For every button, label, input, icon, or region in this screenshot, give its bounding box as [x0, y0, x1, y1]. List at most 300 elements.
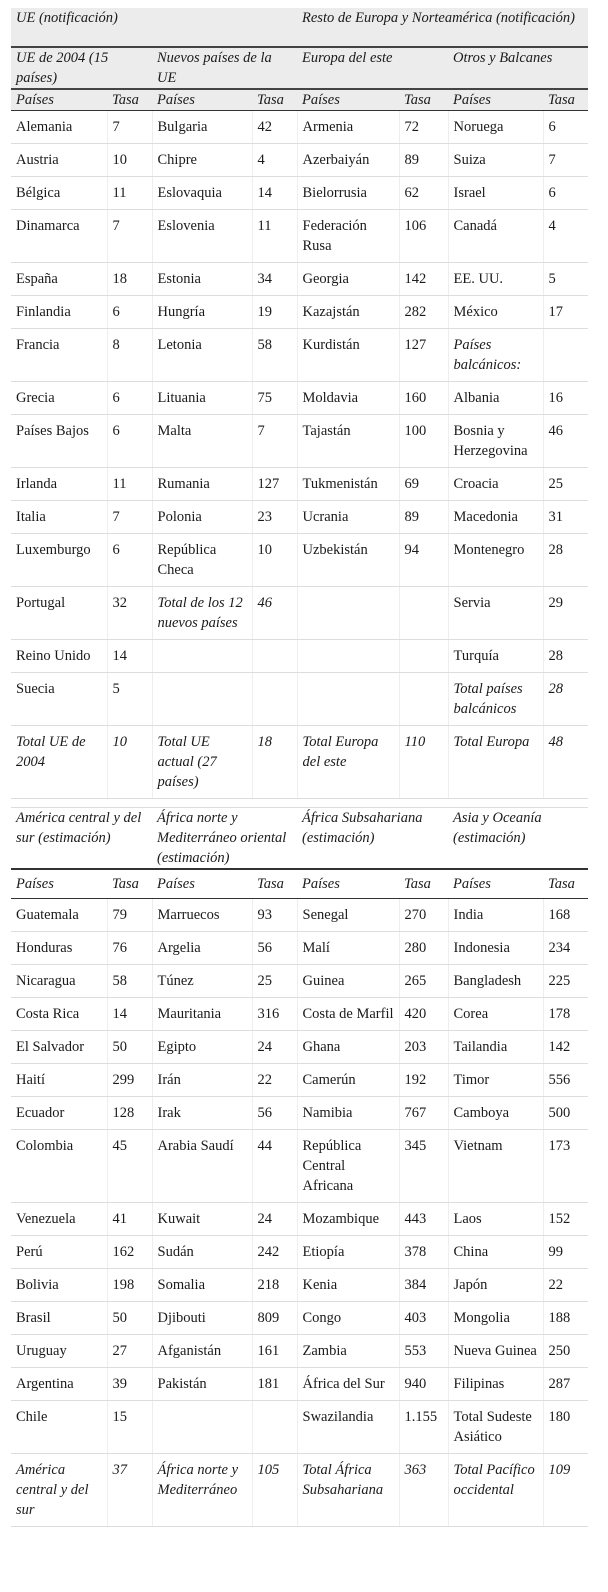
country-cell: Malta [152, 415, 252, 468]
rate-cell: 105 [252, 1454, 297, 1527]
country-cell [152, 640, 252, 673]
rate-cell: 940 [399, 1368, 448, 1401]
country-cell: Chipre [152, 144, 252, 177]
country-cell [152, 673, 252, 726]
table-row [11, 998, 588, 1031]
col-header-country: Países [297, 89, 399, 111]
rate-cell: 76 [107, 932, 152, 965]
rate-cell: 50 [107, 1302, 152, 1335]
rate-cell [252, 1401, 297, 1454]
group-header-row [11, 8, 588, 47]
table-row [11, 1335, 588, 1368]
rate-cell: 188 [543, 1302, 588, 1335]
rate-cell: 16 [543, 382, 588, 415]
country-cell: Total Sudeste Asiático [448, 1401, 543, 1454]
rate-cell: 198 [107, 1269, 152, 1302]
country-cell: Argentina [11, 1368, 107, 1401]
rate-cell: 127 [399, 329, 448, 382]
rate-cell: 6 [107, 534, 152, 587]
subgroup-este-header: Europa del este [297, 47, 448, 89]
country-cell: El Salvador [11, 1031, 107, 1064]
rate-cell: 420 [399, 998, 448, 1031]
table-row [11, 932, 588, 965]
country-cell: Ghana [297, 1031, 399, 1064]
rate-cell: 106 [399, 210, 448, 263]
country-cell: Timor [448, 1064, 543, 1097]
table-row [11, 111, 588, 144]
col-header-country: Países [152, 869, 252, 899]
table-row [11, 1203, 588, 1236]
col-header-country: Países [448, 89, 543, 111]
rate-cell: 41 [107, 1203, 152, 1236]
col-header-country: Países [152, 89, 252, 111]
rate-cell: 5 [543, 263, 588, 296]
table-row [11, 501, 588, 534]
rate-cell: 6 [107, 296, 152, 329]
country-cell: Ecuador [11, 1097, 107, 1130]
country-cell: Tajastán [297, 415, 399, 468]
rate-cell: 39 [107, 1368, 152, 1401]
country-cell [297, 587, 399, 640]
country-cell: Costa de Marfil [297, 998, 399, 1031]
rate-cell: 46 [543, 415, 588, 468]
table-row [11, 1130, 588, 1203]
country-cell: Total de los 12 nuevos países [152, 587, 252, 640]
country-cell: Haití [11, 1064, 107, 1097]
country-cell: Túnez [152, 965, 252, 998]
rate-cell: 24 [252, 1203, 297, 1236]
col-header-rate: Tasa [252, 89, 297, 111]
rate-cell: 265 [399, 965, 448, 998]
rate-cell: 161 [252, 1335, 297, 1368]
table-row [11, 296, 588, 329]
country-cell: Bangladesh [448, 965, 543, 998]
country-cell: Bulgaria [152, 111, 252, 144]
country-cell: Sudán [152, 1236, 252, 1269]
country-cell: Chile [11, 1401, 107, 1454]
section-america-header: América central y del sur (estimación) [16, 810, 142, 846]
rate-cell: 28 [543, 534, 588, 587]
country-cell: Uzbekistán [297, 534, 399, 587]
country-cell: Total Europa del este [297, 726, 399, 799]
country-cell: Eslovenia [152, 210, 252, 263]
country-cell: Somalia [152, 1269, 252, 1302]
rate-cell: 6 [107, 415, 152, 468]
rate-cell: 192 [399, 1064, 448, 1097]
rate-cell: 14 [107, 998, 152, 1031]
country-cell [297, 673, 399, 726]
country-cell: Turquía [448, 640, 543, 673]
rate-cell: 7 [107, 501, 152, 534]
country-cell: Kurdistán [297, 329, 399, 382]
rate-cell: 11 [107, 468, 152, 501]
country-cell: Alemania [11, 111, 107, 144]
rate-cell: 110 [399, 726, 448, 799]
rate-cell: 378 [399, 1236, 448, 1269]
country-cell: Finlandia [11, 296, 107, 329]
table-row [11, 1454, 588, 1527]
rate-cell: 142 [543, 1031, 588, 1064]
rate-cell: 29 [543, 587, 588, 640]
rate-cell: 58 [252, 329, 297, 382]
country-cell: Brasil [11, 1302, 107, 1335]
table-row [11, 1236, 588, 1269]
col-header-country: Países [11, 89, 107, 111]
rate-cell: 4 [543, 210, 588, 263]
rate-cell: 75 [252, 382, 297, 415]
country-cell: República Central Africana [297, 1130, 399, 1203]
country-cell: Portugal [11, 587, 107, 640]
rate-cell: 10 [107, 144, 152, 177]
rates-table [11, 8, 588, 1527]
country-cell: Georgia [297, 263, 399, 296]
rate-cell: 89 [399, 144, 448, 177]
subgroup-header-row [11, 47, 588, 89]
country-cell: Kuwait [152, 1203, 252, 1236]
col-header-country: Países [11, 869, 107, 899]
rate-cell: 28 [543, 640, 588, 673]
rate-cell: 18 [107, 263, 152, 296]
country-cell: España [11, 263, 107, 296]
rate-cell: 7 [107, 111, 152, 144]
table-row [11, 1031, 588, 1064]
rate-cell: 280 [399, 932, 448, 965]
country-cell: Rumania [152, 468, 252, 501]
rate-cell: 345 [399, 1130, 448, 1203]
rate-cell: 23 [252, 501, 297, 534]
rate-cell: 22 [252, 1064, 297, 1097]
rate-cell: 553 [399, 1335, 448, 1368]
country-cell: India [448, 899, 543, 932]
table-row [11, 329, 588, 382]
country-cell: Kenia [297, 1269, 399, 1302]
country-cell: Camerún [297, 1064, 399, 1097]
country-cell: Dinamarca [11, 210, 107, 263]
rate-cell: 316 [252, 998, 297, 1031]
rate-cell: 6 [543, 111, 588, 144]
table-row [11, 673, 588, 726]
rate-cell: 1.155 [399, 1401, 448, 1454]
country-cell: Servia [448, 587, 543, 640]
rate-cell: 6 [107, 382, 152, 415]
country-cell: Canadá [448, 210, 543, 263]
rate-cell: 443 [399, 1203, 448, 1236]
rate-cell: 203 [399, 1031, 448, 1064]
country-cell: Total Pacífico occidental [448, 1454, 543, 1527]
rate-cell: 34 [252, 263, 297, 296]
table-row [11, 415, 588, 468]
rate-cell: 173 [543, 1130, 588, 1203]
country-cell: Nueva Guinea [448, 1335, 543, 1368]
rate-cell: 8 [107, 329, 152, 382]
country-cell: Grecia [11, 382, 107, 415]
subgroup-ue2004-header: UE de 2004 (15 países) [11, 47, 152, 89]
country-cell: Federación Rusa [297, 210, 399, 263]
rate-cell: 24 [252, 1031, 297, 1064]
table-row [11, 1269, 588, 1302]
country-cell [297, 640, 399, 673]
country-cell: Estonia [152, 263, 252, 296]
country-cell: Total África Subsahariana [297, 1454, 399, 1527]
rate-cell: 403 [399, 1302, 448, 1335]
rate-cell: 10 [107, 726, 152, 799]
col-header-rate: Tasa [399, 89, 448, 111]
col-header-rate: Tasa [399, 869, 448, 899]
country-cell: Zambia [297, 1335, 399, 1368]
rate-cell: 7 [107, 210, 152, 263]
country-cell: Albania [448, 382, 543, 415]
rate-cell: 72 [399, 111, 448, 144]
country-cell: Nicaragua [11, 965, 107, 998]
rate-cell: 556 [543, 1064, 588, 1097]
rate-cell: 162 [107, 1236, 152, 1269]
rate-cell: 4 [252, 144, 297, 177]
country-cell: Total países balcánicos [448, 673, 543, 726]
country-cell: Francia [11, 329, 107, 382]
country-cell: Lituania [152, 382, 252, 415]
rate-cell [399, 673, 448, 726]
rate-cell: 56 [252, 932, 297, 965]
rate-cell: 32 [107, 587, 152, 640]
country-cell: Total Europa [448, 726, 543, 799]
rate-cell: 93 [252, 899, 297, 932]
country-cell: Perú [11, 1236, 107, 1269]
rate-cell: 45 [107, 1130, 152, 1203]
rate-cell: 79 [107, 899, 152, 932]
rate-cell: 234 [543, 932, 588, 965]
country-cell: Total UE actual (27 países) [152, 726, 252, 799]
table-row [11, 177, 588, 210]
country-cell: Mauritania [152, 998, 252, 1031]
rate-cell: 25 [543, 468, 588, 501]
country-cell: Arabia Saudí [152, 1130, 252, 1203]
col-header-country: Países [297, 869, 399, 899]
subgroup-nuevos-header: Nuevos países de la UE [152, 47, 297, 89]
country-cell: Namibia [297, 1097, 399, 1130]
country-cell: Moldavia [297, 382, 399, 415]
rate-cell: 242 [252, 1236, 297, 1269]
country-cell: Kazajstán [297, 296, 399, 329]
rate-cell: 767 [399, 1097, 448, 1130]
country-cell: Guinea [297, 965, 399, 998]
country-cell: Hungría [152, 296, 252, 329]
country-cell: Vietnam [448, 1130, 543, 1203]
country-cell: Senegal [297, 899, 399, 932]
group-ue-header: UE (notificación) [11, 8, 297, 47]
country-cell: Swazilandia [297, 1401, 399, 1454]
rate-cell: 18 [252, 726, 297, 799]
rate-cell: 178 [543, 998, 588, 1031]
table-row [11, 263, 588, 296]
table-row [11, 1302, 588, 1335]
rate-cell [399, 640, 448, 673]
col-header-rate: Tasa [543, 89, 588, 111]
country-cell: Etiopía [297, 1236, 399, 1269]
table-row [11, 1064, 588, 1097]
country-cell: Bolivia [11, 1269, 107, 1302]
country-cell: Mongolia [448, 1302, 543, 1335]
country-cell: Italia [11, 501, 107, 534]
rate-cell: 384 [399, 1269, 448, 1302]
country-cell: Guatemala [11, 899, 107, 932]
rate-cell: 127 [252, 468, 297, 501]
country-cell: China [448, 1236, 543, 1269]
rate-cell: 15 [107, 1401, 152, 1454]
rate-cell: 160 [399, 382, 448, 415]
country-cell: México [448, 296, 543, 329]
rate-cell: 28 [543, 673, 588, 726]
country-cell: Djibouti [152, 1302, 252, 1335]
country-cell: Armenia [297, 111, 399, 144]
country-cell: Suiza [448, 144, 543, 177]
country-cell: Mozambique [297, 1203, 399, 1236]
rate-cell [399, 587, 448, 640]
table-row [11, 144, 588, 177]
country-cell: Egipto [152, 1031, 252, 1064]
country-cell: Austria [11, 144, 107, 177]
country-cell: África norte y Mediterráneo [152, 1454, 252, 1527]
rate-cell [543, 329, 588, 382]
country-cell: Polonia [152, 501, 252, 534]
country-cell: Filipinas [448, 1368, 543, 1401]
country-cell: Uruguay [11, 1335, 107, 1368]
rate-cell: 89 [399, 501, 448, 534]
column-header-row [11, 89, 588, 111]
spacer-row [11, 799, 588, 808]
country-cell: Tukmenistán [297, 468, 399, 501]
country-cell: Japón [448, 1269, 543, 1302]
country-cell: Israel [448, 177, 543, 210]
rate-cell: 128 [107, 1097, 152, 1130]
country-cell: República Checa [152, 534, 252, 587]
rate-cell: 109 [543, 1454, 588, 1527]
rate-cell: 250 [543, 1335, 588, 1368]
rate-cell: 22 [543, 1269, 588, 1302]
rate-cell: 94 [399, 534, 448, 587]
country-cell: EE. UU. [448, 263, 543, 296]
country-cell: Malí [297, 932, 399, 965]
rate-cell: 99 [543, 1236, 588, 1269]
rate-cell: 11 [252, 210, 297, 263]
country-cell: Costa Rica [11, 998, 107, 1031]
country-cell: Bosnia y Herzegovina [448, 415, 543, 468]
rate-cell: 363 [399, 1454, 448, 1527]
country-cell: Letonia [152, 329, 252, 382]
col-header-rate: Tasa [252, 869, 297, 899]
country-cell: Camboya [448, 1097, 543, 1130]
rate-cell: 62 [399, 177, 448, 210]
rate-cell: 14 [107, 640, 152, 673]
rate-cell: 10 [252, 534, 297, 587]
rate-cell: 7 [252, 415, 297, 468]
rate-cell: 181 [252, 1368, 297, 1401]
section-subsahara-header: África Subsahariana (estimación) [302, 810, 423, 846]
table-row [11, 1401, 588, 1454]
country-cell: Macedonia [448, 501, 543, 534]
table-row [11, 468, 588, 501]
section-header-row [11, 808, 588, 870]
country-cell: Luxemburgo [11, 534, 107, 587]
country-cell: Honduras [11, 932, 107, 965]
country-cell: Montenegro [448, 534, 543, 587]
country-cell: Afganistán [152, 1335, 252, 1368]
table-row [11, 587, 588, 640]
group-resto-header: Resto de Europa y Norteamérica (notificación) [297, 8, 588, 47]
country-cell: Reino Unido [11, 640, 107, 673]
table-row [11, 899, 588, 932]
rate-cell: 5 [107, 673, 152, 726]
country-cell [152, 1401, 252, 1454]
rate-cell: 809 [252, 1302, 297, 1335]
rate-cell: 299 [107, 1064, 152, 1097]
country-cell: América central y del sur [11, 1454, 107, 1527]
subgroup-otros-header: Otros y Balcanes [448, 47, 588, 89]
country-cell: Países Bajos [11, 415, 107, 468]
country-cell: Corea [448, 998, 543, 1031]
country-cell: Noruega [448, 111, 543, 144]
country-cell: Indonesia [448, 932, 543, 965]
section-africa-norte-header: África norte y Mediterráneo oriental (estimación) [157, 810, 287, 866]
country-cell: Venezuela [11, 1203, 107, 1236]
country-cell: Marruecos [152, 899, 252, 932]
table-row [11, 1097, 588, 1130]
col-header-rate: Tasa [107, 89, 152, 111]
rate-cell: 100 [399, 415, 448, 468]
rate-cell: 270 [399, 899, 448, 932]
rate-cell [252, 673, 297, 726]
table-row [11, 534, 588, 587]
country-cell: Pakistán [152, 1368, 252, 1401]
country-cell: Irlanda [11, 468, 107, 501]
rate-cell: 180 [543, 1401, 588, 1454]
country-cell: África del Sur [297, 1368, 399, 1401]
country-cell: Azerbaiyán [297, 144, 399, 177]
country-cell: Eslovaquia [152, 177, 252, 210]
section-asia-header: Asia y Oceanía (estimación) [453, 810, 542, 846]
col-header-rate: Tasa [107, 869, 152, 899]
rate-cell: 56 [252, 1097, 297, 1130]
rate-cell: 142 [399, 263, 448, 296]
rate-cell: 42 [252, 111, 297, 144]
rate-cell: 46 [252, 587, 297, 640]
rate-cell: 31 [543, 501, 588, 534]
rate-cell: 168 [543, 899, 588, 932]
rate-cell: 225 [543, 965, 588, 998]
country-cell: Bélgica [11, 177, 107, 210]
country-cell: Ucrania [297, 501, 399, 534]
country-cell: Países balcánicos: [448, 329, 543, 382]
table-row [11, 1368, 588, 1401]
rate-cell: 48 [543, 726, 588, 799]
table-row [11, 965, 588, 998]
country-cell: Bielorrusia [297, 177, 399, 210]
rate-cell: 218 [252, 1269, 297, 1302]
rate-cell: 500 [543, 1097, 588, 1130]
table-row [11, 210, 588, 263]
rate-cell: 6 [543, 177, 588, 210]
rate-cell: 7 [543, 144, 588, 177]
country-cell: Croacia [448, 468, 543, 501]
rate-cell: 69 [399, 468, 448, 501]
country-cell: Argelia [152, 932, 252, 965]
rate-cell: 287 [543, 1368, 588, 1401]
rate-cell: 14 [252, 177, 297, 210]
rate-cell [252, 640, 297, 673]
rate-cell: 58 [107, 965, 152, 998]
country-cell: Colombia [11, 1130, 107, 1203]
table-row [11, 382, 588, 415]
country-cell: Congo [297, 1302, 399, 1335]
